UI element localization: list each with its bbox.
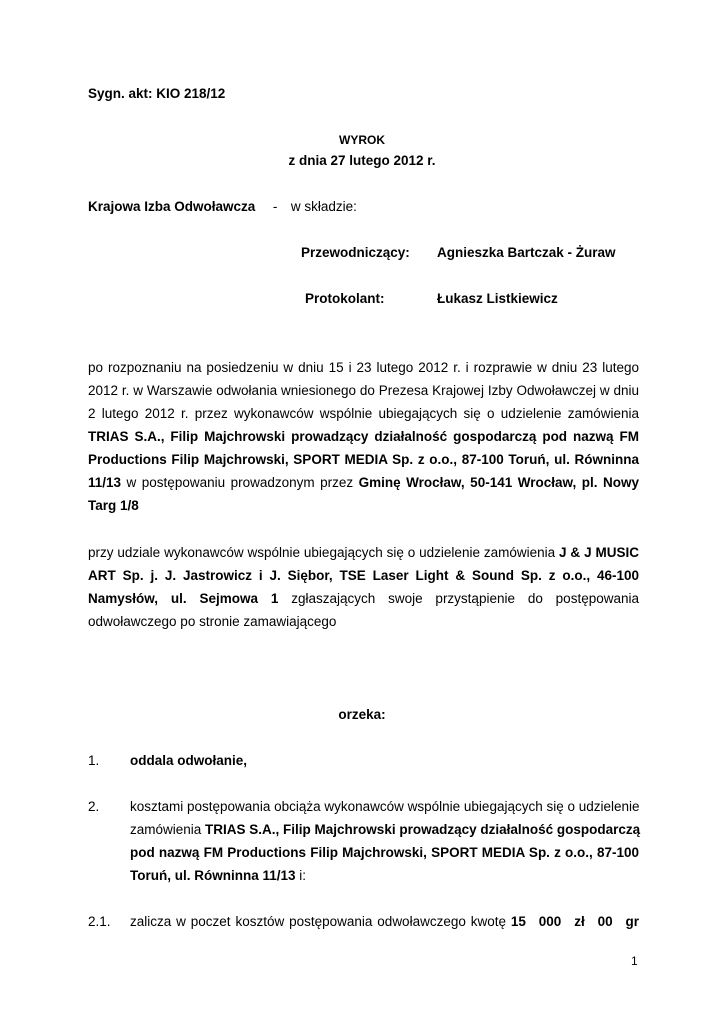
item-text — [130, 868, 639, 883]
item-text — [130, 914, 639, 929]
item-number: 2.1. — [88, 914, 111, 929]
clerk-label: Protokolant: — [305, 291, 385, 306]
chamber-composition: w składzie: — [290, 199, 357, 214]
clerk-name: Łukasz Listkiewicz — [437, 291, 558, 306]
participation-line: ART Sp. j. J. Jastrowicz i J. Siębor, TSE Laser Light & Sound Sp. z o.o., 46-100 — [88, 568, 639, 583]
item-text-plain: zalicza w poczet kosztów postępowania odwoławczego kwotę — [130, 914, 511, 929]
intro-line: Productions Filip Majchrowski, SPORT MEDIA Sp. z o.o., 87-100 Toruń, ul. Równinna — [88, 452, 639, 467]
participation-text-bold: Namysłów, ul. Sejmowa 1 — [88, 591, 279, 606]
page-number: 1 — [631, 954, 638, 968]
item-text: pod nazwą FM Productions Filip Majchrowski, SPORT MEDIA Sp. z o.o., 87-100 — [130, 845, 639, 860]
participation-text: zgłaszających swoje przystąpienie do postępowania — [278, 591, 639, 606]
item-text — [130, 822, 639, 837]
item-text-bold: 15 000 zł 00 gr — [510, 914, 639, 929]
intro-text: w postępowaniu prowadzonym przez — [121, 475, 359, 490]
ruling-heading: orzeka: — [338, 707, 386, 722]
chamber-separator: - — [272, 199, 278, 214]
item-number: 2. — [88, 799, 100, 814]
date-line: z dnia 27 lutego 2012 r. — [288, 153, 436, 168]
participation-line: odwoławczego po stronie zamawiającego — [88, 614, 337, 629]
chair-name: Agnieszka Bartczak - Żuraw — [437, 245, 616, 260]
intro-line: po rozpoznaniu na posiedzeniu w dniu 15 i 23 lutego 2012 r. i rozprawie w dniu 23 lutego — [88, 360, 639, 375]
item-text-plain: i: — [295, 868, 307, 883]
item-text: oddala odwołanie, — [130, 753, 248, 768]
participation-line — [88, 545, 639, 560]
item-text-bold: TRIAS S.A., Filip Majchrowski prowadzący działalność gospodarczą — [205, 822, 641, 837]
intro-text-bold: Gminę Wrocław, 50-141 Wrocław, pl. Nowy — [358, 475, 639, 490]
item-text-bold: Toruń, ul. Równinna 11/13 — [130, 868, 296, 883]
intro-line: Targ 1/8 — [88, 498, 139, 513]
chamber-name: Krajowa Izba Odwoławcza — [88, 199, 256, 214]
document-title: WYROK — [339, 133, 385, 147]
participation-text-bold: J & J MUSIC — [559, 545, 639, 560]
intro-line: 2012 r. w Warszawie odwołania wniesionego do Prezesa Krajowej Izby Odwoławczej w dniu — [88, 383, 639, 398]
intro-line: 2 lutego 2012 r. przez wykonawców wspólnie ubiegających się o udzielenie zamówienia — [88, 406, 639, 421]
intro-text-bold: 11/13 — [88, 475, 122, 490]
item-text: kosztami postępowania obciąża wykonawców wspólnie ubiegających się o udzielenie — [130, 799, 640, 814]
chamber-line — [88, 199, 357, 214]
participation-text: przy udziale wykonawców wspólnie ubiegających się o udzielenie zamówienia — [88, 545, 560, 560]
chair-label: Przewodniczący: — [301, 245, 410, 260]
intro-line: TRIAS S.A., Filip Majchrowski prowadzący działalność gospodarczą pod nazwą FM — [88, 429, 639, 444]
item-text-plain: zamówienia — [130, 822, 206, 837]
case-signature: Sygn. akt: KIO 218/12 — [88, 86, 226, 101]
intro-line — [88, 475, 639, 490]
item-number: 1. — [88, 753, 100, 768]
participation-line — [88, 591, 639, 606]
